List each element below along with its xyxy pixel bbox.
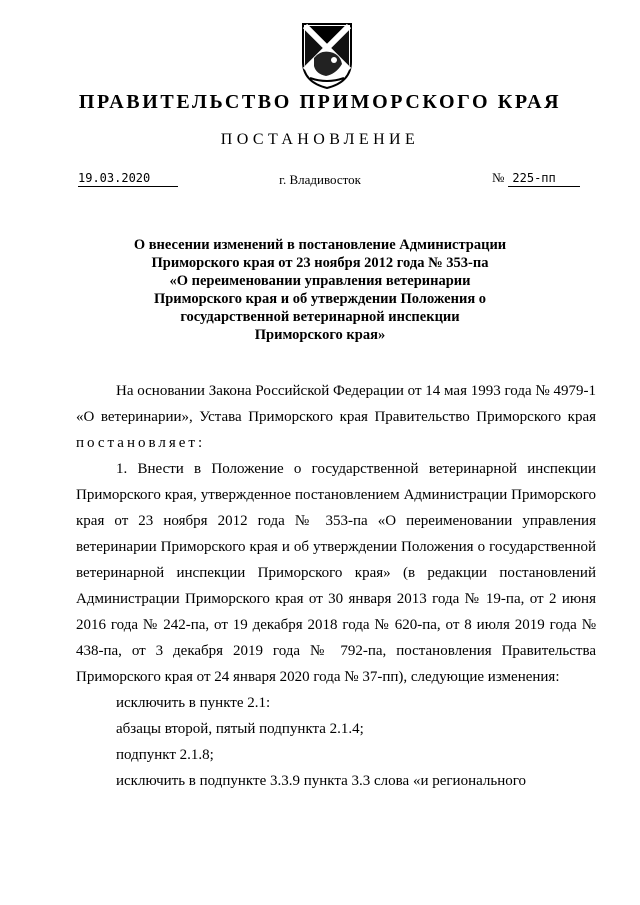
- paragraph-text: На основании Закона Российской Федерации от 14 мая 1993 года № 4979-1 «О ветеринарии», Устава Приморского края Правительство Приморского края: [76, 383, 596, 425]
- body-paragraph: подпункт 2.1.8;: [116, 747, 214, 763]
- subject-line: О внесении изменений в постановление Администрации: [133, 237, 507, 253]
- subject-line: Приморского края»: [254, 327, 386, 343]
- resolves-word: постановляет:: [76, 435, 206, 451]
- number-label: №: [492, 170, 505, 185]
- number-value: 225-пп: [508, 170, 580, 187]
- body-paragraph: исключить в подпункте 3.3.9 пункта 3.3 слова «и регионального: [116, 773, 527, 789]
- body-paragraph: абзацы второй, пятый подпункта 2.1.4;: [116, 721, 364, 737]
- document-subject: [120, 236, 520, 344]
- body-paragraph: 1. Внести в Положение о государственной ветеринарной инспекции Приморского края, утвержденное постановлением Администрации Приморского края от 23 ноября 2012 года № 353-па «О переименовании управления ветеринарии Приморского края и об утверждении Положения о государственной ветеринарной инспекции Приморского края» (в редакции постановлений Администрации Приморского края от 30 января 2013 года № 19-па, от 2 июня 2016 года № 242-па, от 19 декабря 2018 года № 620-па, от 8 июля 2019 года № 438-па, от 3 декабря 2019 года № 792-па, постановления Правительства Приморского края от 24 января 2020 года № 37-пп), следующие изменения:: [76, 461, 596, 685]
- document-date: 19.03.2020: [78, 170, 178, 187]
- subject-line: государственной ветеринарной инспекции: [180, 309, 460, 325]
- document-type: ПОСТАНОВЛЕНИЕ: [220, 131, 420, 148]
- document-city: г. Владивосток: [279, 172, 361, 187]
- government-title: ПРАВИТЕЛЬСТВО ПРИМОРСКОГО КРАЯ: [78, 91, 562, 113]
- document-number: [492, 170, 584, 187]
- body-paragraph: [76, 378, 596, 456]
- subject-line: Приморского края от 23 ноября 2012 года № 353-па: [151, 255, 489, 271]
- subject-line: Приморского края и об утверждении Положения о: [153, 291, 487, 307]
- subject-line: «О переименовании управления ветеринарии: [169, 273, 471, 289]
- coat-of-arms-icon: [300, 22, 354, 90]
- document-meta: [0, 170, 640, 194]
- body-paragraph: исключить в пункте 2.1:: [116, 695, 271, 711]
- document-body: [76, 378, 596, 794]
